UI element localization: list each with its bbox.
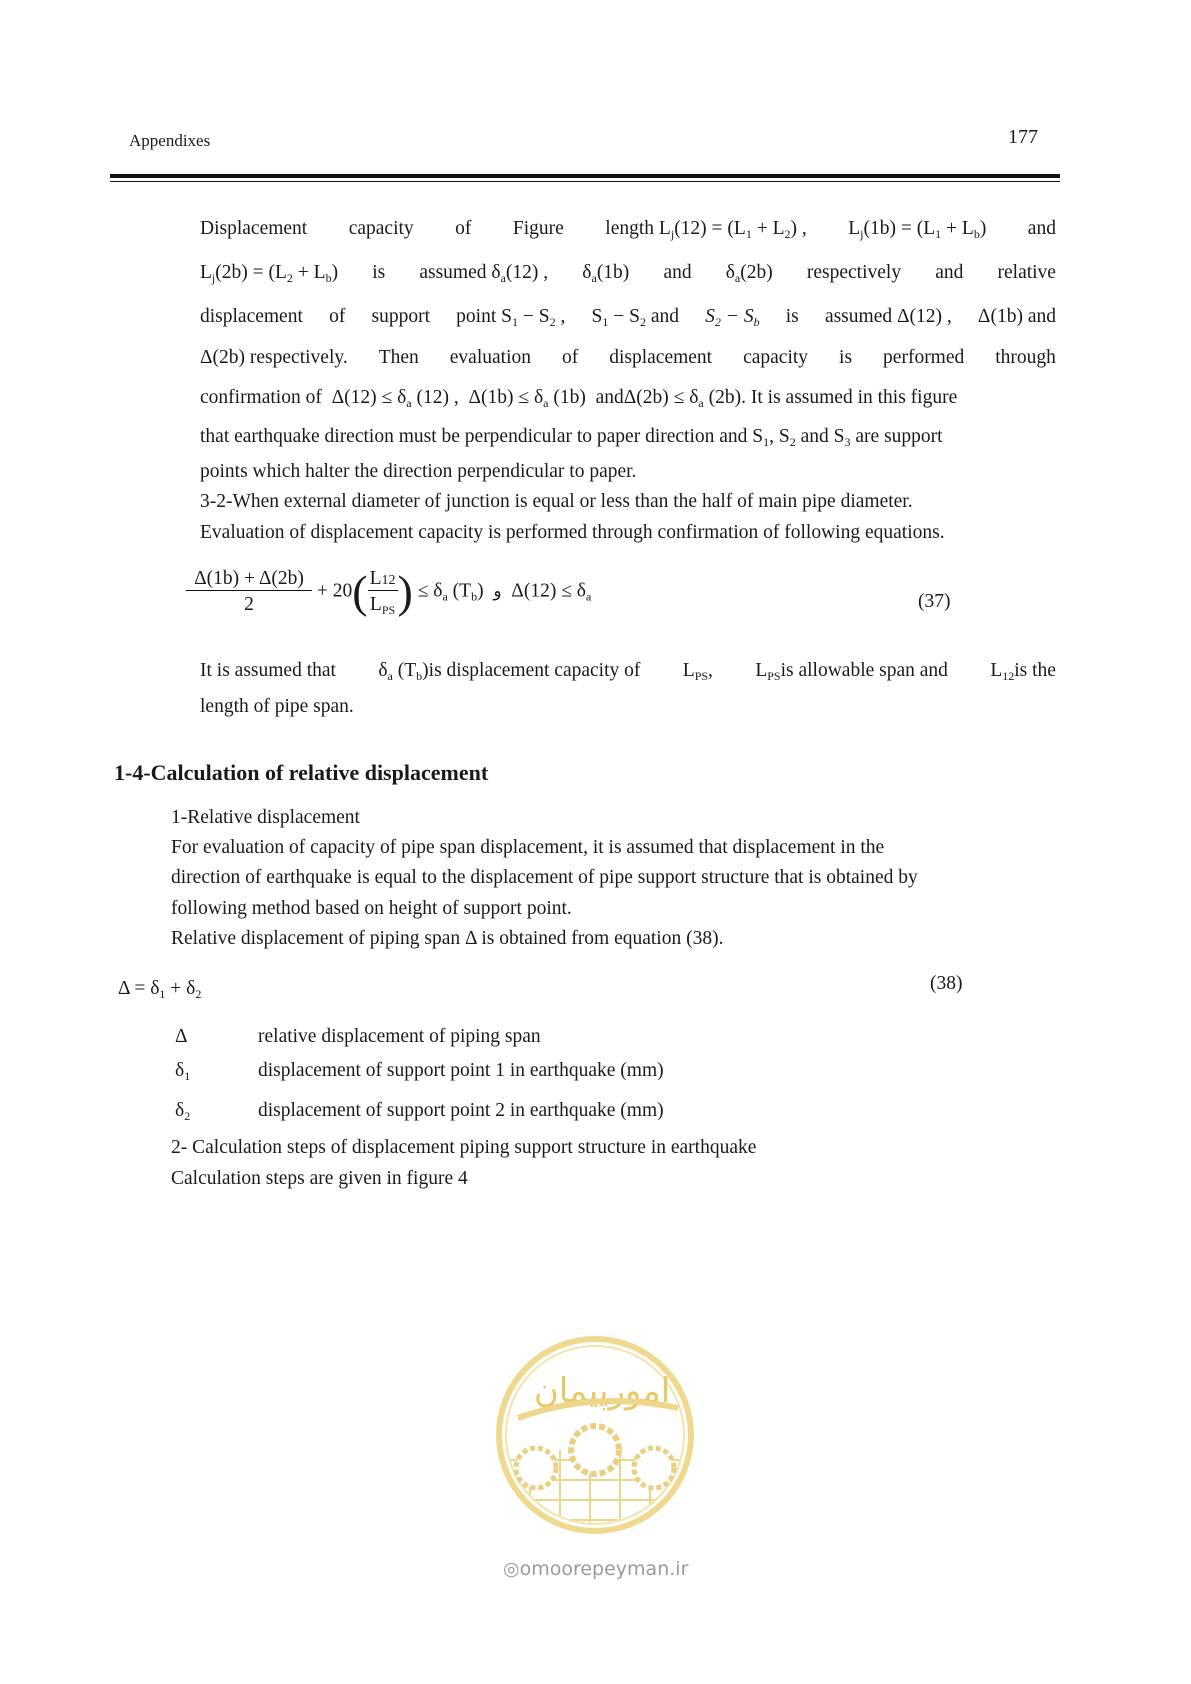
section-line-4: Relative displacement of piping span Δ is obtained from equation (38). (171, 928, 724, 949)
para1-line-5: confirmation of $\Delta(12) \le \delta_a$ (12) , $\Delta(1b) \le \delta_a$ (1b) $and\Delta(2b) \le \delta_a$ (2b). It is assumed in this figure (200, 387, 958, 410)
para1-line-7: points which halter the direction perpendicular to paper. (200, 461, 637, 482)
subheading-relative-displacement: 1-Relative displacement (171, 807, 360, 828)
para1-line-1: Displacement capacity of Figure length $L_j(12) = (L_1 + L_2)$ , $L_j(1b) = (L_1 + L_b)$ and (200, 218, 1056, 241)
steps-line-2: Calculation steps are given in figure 4 (171, 1168, 468, 1189)
running-header: Appendixes (129, 131, 211, 150)
para1-line-8: 3-2-When external diameter of junction is equal or less than the half of main pipe diameter. (200, 491, 913, 512)
header-rule-thin (110, 181, 1060, 182)
equation-38-number: (38) (930, 973, 963, 994)
para1-line-6: that earthquake direction must be perpendicular to paper direction and $S_1$, $S_2$ and $S_3$ are support (200, 426, 943, 449)
para1-line-3: displacement of support point $S_1 - S_2$ , $S_1 - S_2$ and $S_2 - S_b$ is assumed Δ(12) , Δ(1b) and (200, 306, 1056, 329)
watermark-arabic-text: امورپیمان (533, 1371, 671, 1411)
section-heading: 1-4-Calculation of relative displacement (114, 760, 489, 785)
eq37-ratio: $\frac{L12}{L_{PS}}$ (369, 568, 396, 617)
watermark-url: ◎omoorepeyman.ir (503, 1558, 689, 1580)
para2-line-1: It is assumed that $\delta_a$ $(T_b)is$ displacement capacity of $L_{PS}$, $L_{PS}is$ allowable span and $L_{12}is$ the (200, 660, 1056, 683)
equation-37: $\frac{\Delta(1b) + \Delta(2b)}{2}$ + 20( $\frac{L12}{L_{PS}}$ ) ≤ $\delta_a$ $(T_b)$ و $\Delta(12) \le \delta_a$ (186, 568, 591, 616)
watermark-logo (490, 1330, 700, 1560)
para1-line-4: Δ(2b) respectively. Then evaluation of displacement capacity is performed through (200, 347, 1056, 368)
section-line-1: For evaluation of capacity of pipe span displacement, it is assumed that displacement in the (171, 837, 885, 858)
header-rule-thick (110, 174, 1060, 178)
page-number: 177 (1008, 126, 1038, 148)
equation-38: $\Delta = \delta_1 + \delta_2$ (118, 978, 202, 1001)
steps-line-1: 2- Calculation steps of displacement piping support structure in earthquake (171, 1137, 757, 1158)
section-line-3: following method based on height of support point. (171, 898, 572, 919)
eq37-fraction: $\frac{\Delta(1b) + \Delta(2b)}{2}$ (186, 568, 312, 616)
equation-37-number: (37) (918, 591, 951, 612)
para1-line-9: Evaluation of displacement capacity is performed through confirmation of following equations. (200, 522, 945, 543)
section-line-2: direction of earthquake is equal to the displacement of pipe support structure that is obtained by (171, 867, 918, 888)
para2-line-2: length of pipe span. (200, 696, 354, 717)
para1-line-2: $L_j(2b) = (L_2 + L_b)$ is assumed $\delta_a(12)$ , $\delta_a(1b)$ and $\delta_a(2b)$ respectively and relative (200, 262, 1056, 285)
globe-icon: ◎ (503, 1558, 520, 1580)
